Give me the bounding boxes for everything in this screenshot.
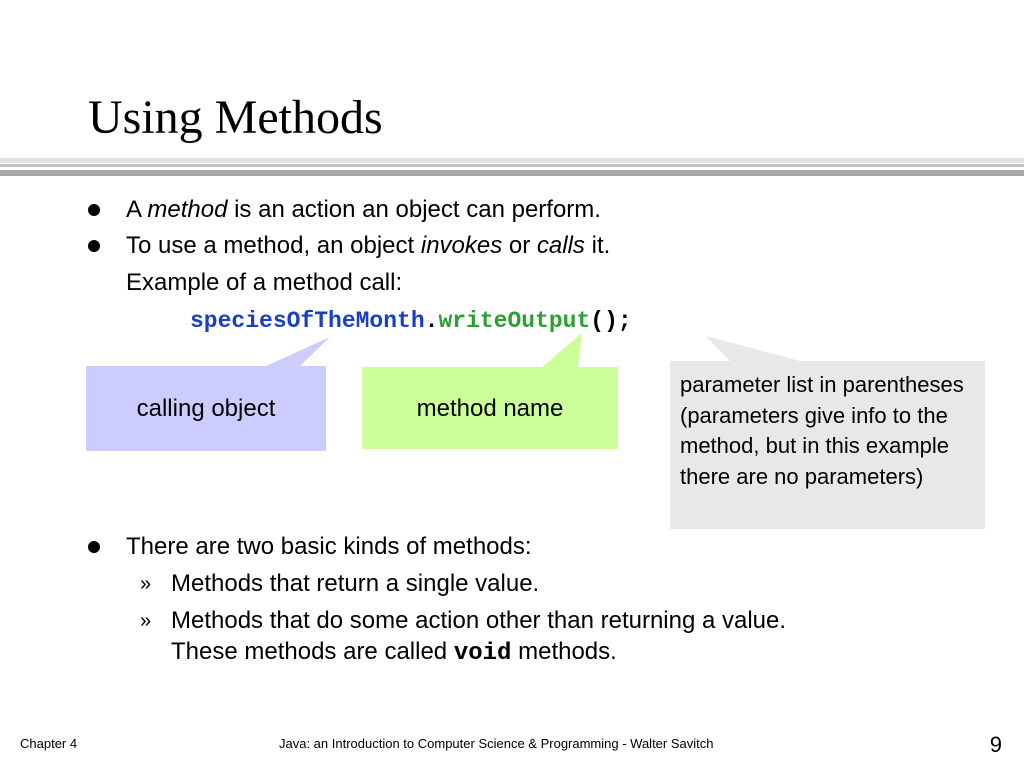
code-semicolon: ; — [617, 308, 632, 334]
calling-object-label: calling object — [136, 395, 276, 422]
text-fragment: is an action an object can perform. — [227, 196, 601, 223]
code-object: speciesOfTheMonth — [190, 308, 425, 334]
footer-book-title: Java: an Introduction to Computer Science & Programming - Walter Savitch — [279, 736, 714, 751]
text-fragment: These methods are called — [171, 638, 454, 665]
text-fragment: methods. — [511, 638, 617, 665]
sub-bullet-void-line — [171, 637, 617, 669]
example-label: Example of a method call: — [126, 269, 403, 296]
emphasis-invokes: invokes — [420, 232, 503, 259]
text-fragment: A — [126, 196, 148, 223]
bullet-method-kinds: There are two basic kinds of methods: — [126, 533, 532, 560]
bullet-dot — [88, 541, 100, 553]
void-keyword: void — [453, 640, 512, 667]
text-fragment: it. — [584, 232, 611, 259]
footer-chapter: Chapter 4 — [20, 736, 78, 751]
method-name-callout — [362, 333, 618, 449]
emphasis-calls: calls — [536, 232, 585, 259]
sub-bullet-marker: » — [140, 573, 152, 595]
code-dot: . — [424, 308, 439, 334]
text-fragment: or — [502, 232, 537, 259]
emphasis-method: method — [147, 196, 228, 223]
sub-bullet-marker: » — [140, 610, 152, 632]
method-name-label: method name — [416, 395, 564, 422]
sub-bullet-action: Methods that do some action other than returning a value. — [171, 607, 787, 634]
code-method: writeOutput — [438, 308, 591, 334]
slide-title: Using Methods — [88, 91, 383, 144]
page-number: 9 — [989, 732, 1002, 757]
parameter-list-label: parameter list in parentheses (parameters give info to the method, but in this example there are no parameters) — [680, 372, 964, 489]
code-parens: () — [590, 308, 618, 334]
sub-bullet-return-value: Methods that return a single value. — [171, 570, 540, 597]
text-fragment: To use a method, an object — [126, 232, 421, 259]
